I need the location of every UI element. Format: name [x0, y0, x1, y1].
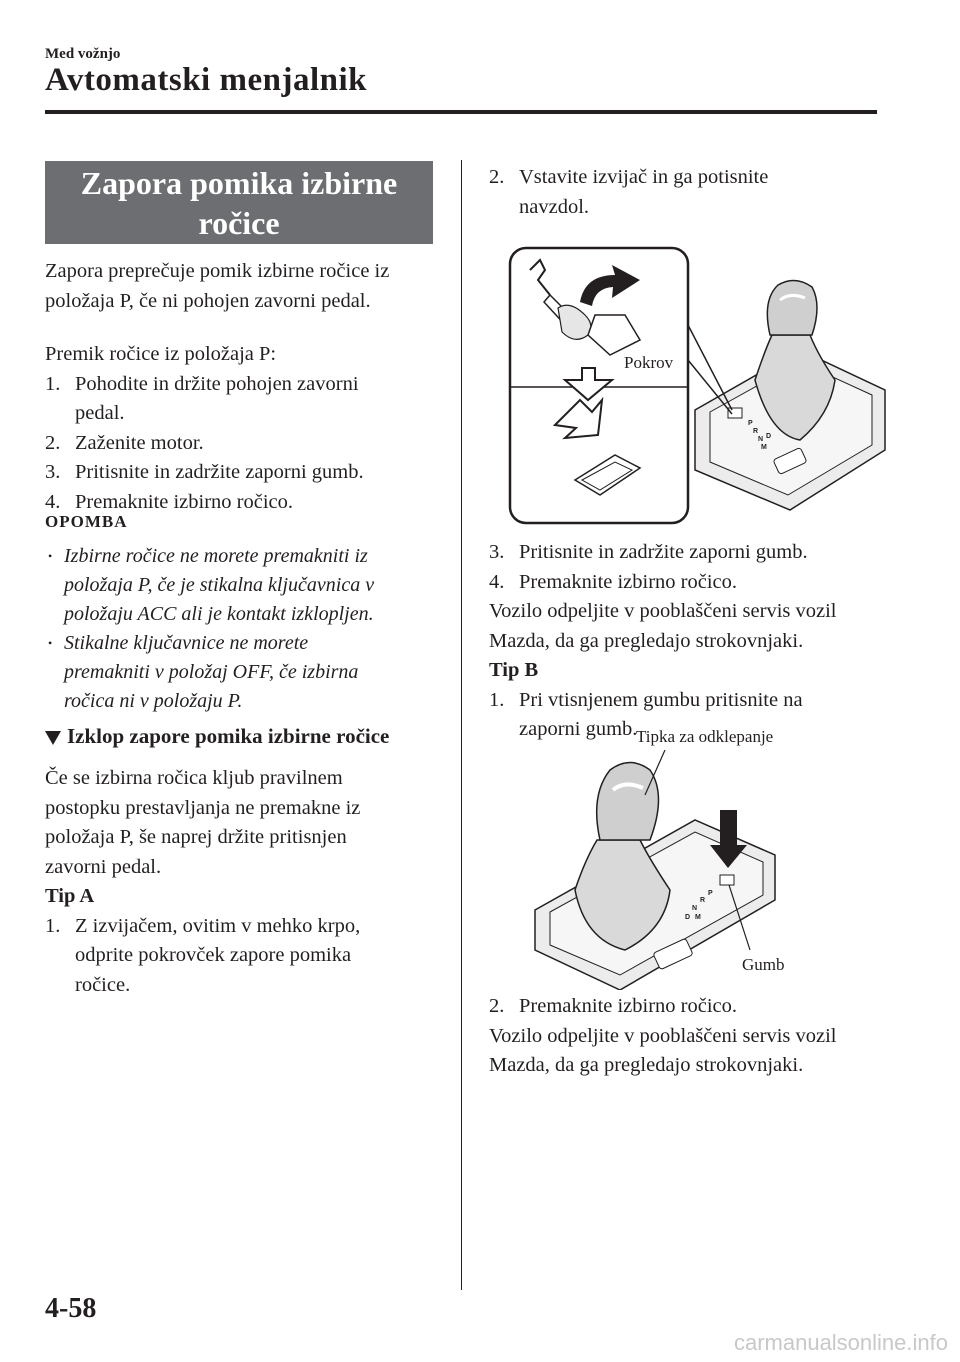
gear-letter: P — [748, 420, 753, 427]
right-steps — [489, 538, 909, 745]
header-rule — [45, 110, 877, 114]
list-item: 3. Pritisnite in zadržite zaporni gumb. — [489, 541, 808, 563]
gear-letter: R — [700, 897, 706, 904]
list-item: 2. Premaknite izbirno ročico. — [489, 995, 738, 1017]
list-item: 4. Premaknite izbirno ročico. — [45, 490, 294, 513]
right-final — [489, 992, 909, 1081]
gear-letter: P — [708, 890, 713, 897]
gear-letter: D — [766, 433, 772, 440]
list-item: 2. Vstavite izvijač in ga potisnite navzdol. — [489, 166, 769, 218]
tip-a-heading: Tip A — [45, 885, 95, 907]
section-title-line2: ročice — [198, 205, 280, 241]
list-item: 3. Pritisnite in zadržite zaporni gumb. — [45, 461, 364, 483]
service-line: Mazda, da ga pregledajo strokovnjaki. — [489, 1054, 804, 1076]
move-steps — [45, 340, 445, 517]
service-line: Vozilo odpeljite v pooblaščeni servis vozil — [489, 1024, 837, 1047]
intro-line: položaja P, če ni pohojen zavorni pedal. — [45, 289, 371, 312]
gear-letter: N — [758, 436, 764, 443]
note-list — [48, 542, 448, 716]
note-item: • Stikalne ključavnice ne morete premakniti v položaj OFF, če izbirna ročica ni v položaju P. — [48, 629, 448, 716]
section-title-line1: Zapora pomika izbirne — [80, 165, 398, 201]
triangle-icon — [45, 731, 61, 745]
figure-cover-removal — [500, 240, 895, 530]
label-cover: Pokrov — [624, 353, 674, 372]
list-item: 4. Premaknite izbirno ročico. — [489, 570, 738, 593]
figure-shift-lever — [525, 750, 785, 990]
list-item: 1. Pohodite in držite pohojen zavorni pedal. — [45, 372, 359, 424]
subheading: Izklop zapore pomika izbirne ročice — [45, 724, 389, 749]
section-title-box — [45, 161, 433, 244]
list-item: 1. Z izvijačem, ovitim v mehko krpo, odprite pokrovček zapore pomika ročice. — [45, 914, 361, 996]
gear-letter: M — [761, 444, 767, 451]
gear-letter: N — [692, 905, 698, 912]
move-title: Premik ročice iz položaja P: — [45, 343, 277, 365]
list-item: 2. Zaženite motor. — [45, 431, 204, 454]
intro-paragraph — [45, 257, 445, 316]
gear-letter: R — [753, 428, 759, 435]
note-item: • Izbirne ročice ne morete premakniti iz položaja P, če je stikalna ključavnica v položaju ACC ali je kontakt izklopljen. — [48, 542, 448, 629]
label-unlock-button: Tipka za odklepanje — [636, 727, 774, 746]
note-title: OPOMBA — [45, 512, 128, 531]
service-line: Mazda, da ga pregledajo strokovnjaki. — [489, 629, 804, 652]
gear-letter: M — [695, 914, 701, 921]
column-divider — [461, 160, 462, 1290]
gear-letter: D — [685, 914, 691, 921]
chapter-title: Avtomatski menjalnik — [45, 62, 367, 98]
watermark: carmanualsonline.info — [733, 1330, 948, 1355]
page-number: 4-58 — [45, 1293, 97, 1324]
intro-line: Zapora preprečuje pomik izbirne ročice iz — [45, 260, 390, 282]
list-item: 1. Pri vtisnjenem gumbu pritisnite na zaporni gumb. — [489, 688, 803, 740]
step-2 — [489, 163, 889, 222]
label-button: Gumb — [742, 955, 785, 974]
service-line: Vozilo odpeljite v pooblaščeni servis vozil — [489, 600, 837, 622]
tip-b-heading: Tip B — [489, 659, 539, 681]
release-paragraph: Če se izbirna ročica kljub pravilnem postopku prestavljanja ne premakne iz položaja P, še naprej držite pritisnjen zavorni pedal. Tip A 1. Z izvijačem, ovitim v mehko krpo, odprite pokrovček zapore pomika ročice. — [45, 764, 445, 1000]
section-label: Med vožnjo — [45, 46, 121, 62]
